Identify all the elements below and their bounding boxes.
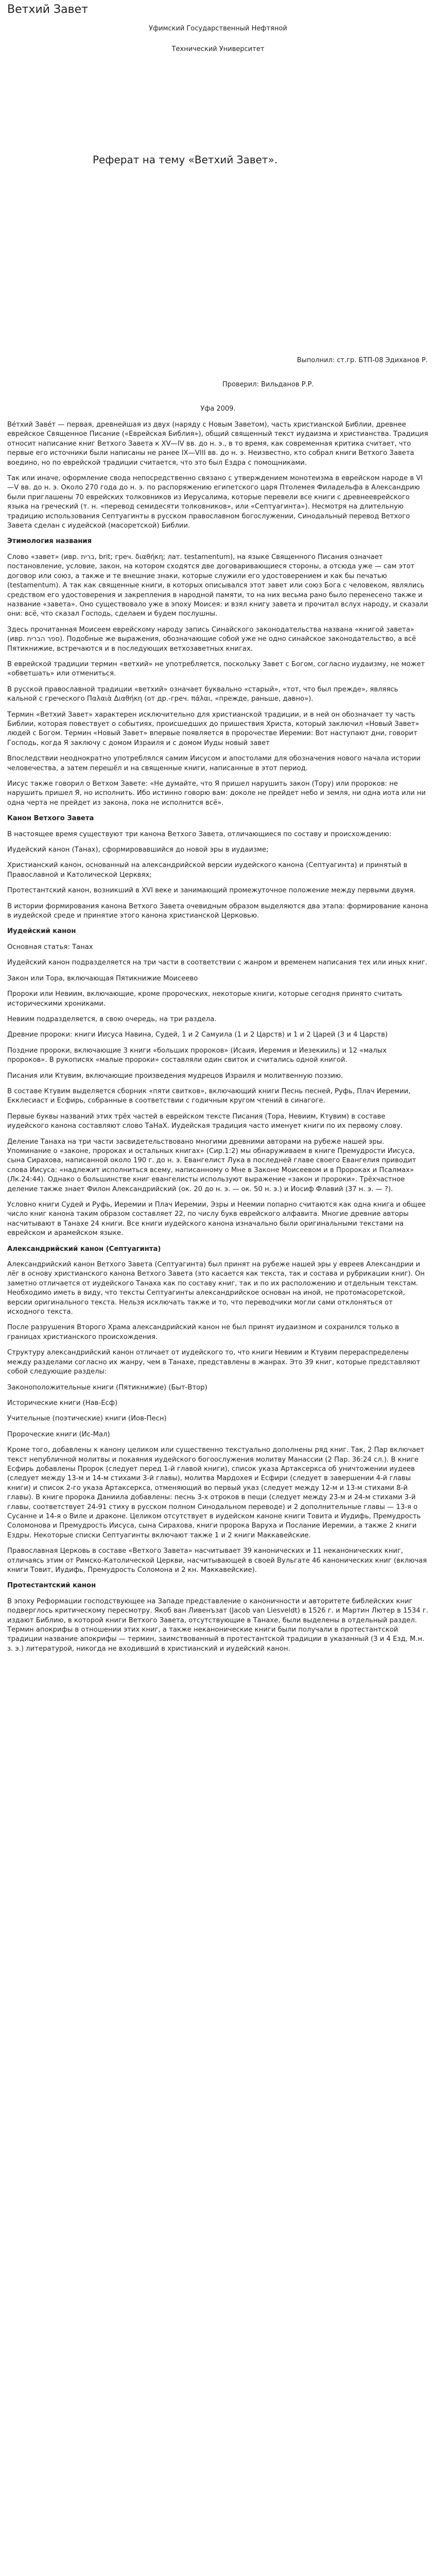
paragraph: Термин «Ветхий Завет» характерен исключительно для христианской традиции, и в ней он обозначает ту часть Библии, которая повествует о событиях, происшедших до пришествия Христа, который заключил «Новый Завет» людей с Богом. Термин «Новый Завет» впервые появляется в пророчестве Иеремии: Вот наступают дни, говорит Господь, когда Я заключу с домом Израиля и с домом Иуды новый завет — [7, 710, 420, 747]
paragraph: Поздние пророки, включающие 3 книги «больших пророков» (Исаия, Иеремия и Иезекииль) и 12 «малых пророков». В рукописях «малые пророки» составляли один свиток и считались одной книгой. — [7, 1046, 387, 1064]
paragraph: Учительные (поэтические) книги (Иов-Песн) — [7, 1415, 167, 1423]
section-heading: Протестантский канон — [7, 1582, 96, 1590]
paragraph: Условно книги Судей и Руфь, Иеремии и Плач Иеремии, Эзры и Неемии попарно считаются как одна книга и общее число книг канона таким образом составляет 22, по числу букв еврейского алфавита. Многие древние авторы насчитывают в Танахе 24 книги. Все книги иудейского канона изначально были оригинальными текстами на еврейском и арамейском языке. — [7, 1201, 426, 1238]
paragraph: Законоположительные книги (Пятикнижие) (Быт-Втор) — [7, 1383, 207, 1392]
paragraph: В русской православной традиции «ветхий» означает буквально «старый», «тот, что был прежде», являясь кальной с греческого Παλαιὰ Διαθήκη (от др.-греч. πάλαι, «прежде, раньше, давно»). — [7, 685, 398, 703]
year-line: Уфа 2009. — [200, 405, 236, 413]
paragraph: В составе Ктувим выделяется сборник «пяти свитков», включающий книги Песнь песней, Руфь, Плач Иеремии, Екклесиаст и Есфирь, собранные в соответствии с годичным кругом чтений в синагоге. — [7, 1087, 411, 1105]
paragraph: В эпоху Реформации господствующее на Западе представление о каноничности и авторитете библейских книг подверглось критическому пересмотру. Якоб ван Ливенъзат (Jacob van Liesveldt) в 1526 г. и Мартин Лютер в 1534 г. издают Библию, в которой книги Ветхого Завета, отсутствующие в Танахе, были выделены в отдельный раздел. Термин апокрифы в отношении этих книг, а также неканонические книги были получали в протестантской традиции название апокрифы — термин, заимствованный в протестантской традиции в указанный (3 и 4 Езд, М.н. з. э.) литературой, никогда не входивший в христианский и иудейский канон. — [7, 1597, 428, 1653]
paragraph: Пророки или Невиим, включающие, кроме пророческих, некоторые книги, которые сегодня принято считать историческими хрониками. — [7, 990, 402, 1008]
paragraph: Слово «завет» (ивр. ‏ברית‏, brit; греч. διαθήκη; лат. testamentum), на языке Священного Писания означает постановление, условие, закон, на котором сходятся две договаривающиеся стороны, а отсюда уже — сам этот договор или союз, а также и те внешние знаки, которые служили его удостоверением и как бы печатью (testamentum). А так как священные книги, в которых описывался этот завет или союз Бога с человеком, являлись средством его удостоверения и закрепления в народной памяти, то на них весьма рано было перенесено также и название «завета». Оно существовало уже в эпоху Моисея: и взял книгу завета и прочитал вслух народу, и сказали они: всё, что сказал Господь, сделаем и будем послушны. — [7, 553, 428, 618]
paragraph: Впоследствии неоднократно употреблялся самим Иисусом и апостолами для обозначения нового начала истории человечества, а затем перешёл и на священные книги, написанные в этот период. — [7, 755, 421, 772]
paragraph: Основная статья: Танах — [7, 943, 93, 951]
paragraph: В настоящее время существуют три канона Ветхого Завета, отличающиеся по составу и происхождению: — [7, 830, 392, 838]
university-line-2: Технический Университет — [171, 45, 265, 53]
paragraph: Христианский канон, основанный на александрийской версии иудейского канона (Септуагинта) и принятый в Православной и Католической Церквях; — [7, 861, 408, 879]
report-title: Реферат на тему «Ветхий Завет». — [93, 154, 278, 166]
paragraph: Здесь прочитанная Моисеем еврейскому народу запись Синайского законодательства названа «книгой завета» (ивр. ‏ספר הברית‏). Подобные же выражения, обозначающие собой уже не одно синайское законодательство, а всё Пятикнижие, встречаются и в последующих ветхозаветных книгах. — [7, 625, 416, 653]
paragraph: Первые буквы названий этих трёх частей в еврейском тексте Писания (Тора, Невиим, Ктувим) в составе иудейского канона составляют слово ТаНаХ. Иудейская традиция часто именует книги по их первому слову. — [7, 1112, 403, 1130]
paragraph: В истории формирования канона Ветхого Завета очевидным образом выделяются два этапа: формирование канона в иудейской среде и принятие этого канона христианской Церковью. — [7, 902, 428, 920]
document-title: Ветхий Завет — [7, 3, 88, 16]
paragraph: Протестантский канон, возникший в XVI веке и занимающий промежуточное положение между первыми двумя. — [7, 887, 416, 895]
section-heading: Александрийский канон (Септуагинта) — [7, 1245, 161, 1253]
article-body — [7, 420, 428, 1660]
paragraph: Писания или Ктувим, включающие произведения мудрецов Израиля и молитвенную поэзию. — [7, 1072, 343, 1080]
paragraph: Так или иначе, оформление свода непосредственно связано с утверждением монотеизма в еврейском народе в VI—V вв. до н. э. Около 270 года до н. э. по распоряжению египетского царя Птолемея Филадельфа в Александрию были приглашены 70 еврейских толковников из Иерусалима, которые перевели все книги с древнееврейского языка на греческий (т. н. «перевод семидесяти толковников», или «Септуагинта»). Несмотря на длительную традицию использования Септуагинты в русском православном богослужении, Синодальный перевод Ветхого Завета сделан с иудейской (масоретской) Библии. — [7, 474, 423, 530]
paragraph: Исторические книги (Нав-Есф) — [7, 1399, 118, 1407]
paragraph: Пророческие книги (Ис-Мал) — [7, 1430, 110, 1438]
paragraph: Деление Танаха на три части засвидетельствовано многими древними авторами на рубеже нашей эры. Упоминание о «законе, пророках и остальных книгах» (Сир.1:2) мы обнаруживаем в книге Премудрости Иисуса, сына Сирахова, написанной около 190 г. до н. э. Евангелист Лука в последней главе своего Евангелия приводит слова Иисуса: «надлежит исполниться всему, написанному о Мне в Законе Моисеевом и в Пророках и Псалмах» (Лк.24:44). Однако о большинстве книг евангелисты используют выражение «закон и пророки». Трёхчастное деление также знает Филон Александрийский (ок. 20 до н. э. — ок. 50 н. э.) и Иосиф Флавий (37 н. э. — ?). — [7, 1138, 416, 1193]
paragraph: В еврейской традиции термин «ветхий» не употребляется, поскольку Завет с Богом, согласно иудаизму, не может «обветшать» или отмениться. — [7, 660, 425, 678]
performer-line: Выполнил: ст.гр. БТП-08 Эдиханов Р. — [297, 357, 428, 364]
paragraph: После разрушения Второго Храма александрийский канон не был принят иудаизмом и сохранился только в границах христианского происхождения. — [7, 1324, 399, 1341]
paragraph: Иудейский канон (Танах), сформировавшийся до новой эры в иудаизме; — [7, 846, 269, 854]
paragraph: Ве́тхий Заве́т — первая, древнейшая из двух (наряду с Новым Заветом), часть христианской Библии, древнее еврейское Священное Писание («Еврейская Библия»), общий священный текст иудаизма и христианства. Традиция относит написание книг Ветхого Завета к XV—IV вв. до н. э., в то время, как современная критика считает, что первые его источники были написаны не ранее IX—VIII вв. до н. э. Неизвестно, кто собрал книги Ветхого Завета воедино, но по еврейской традиции считается, что это был Ездра с помощниками. — [7, 421, 428, 467]
paragraph: Иисус также говорил о Ветхом Завете: «Не думайте, что Я пришел нарушить закон (Тору) или пророков: не нарушить пришел Я, но исполнить. Ибо истинно говорю вам: доколе не прейдет небо и земля, ни одна иота или ни одна черта не прейдет из закона, пока не исполнится всё». — [7, 780, 426, 807]
paragraph: Закон или Тора, включающая Пятикнижие Моисеево — [7, 974, 198, 982]
checker-line: Проверил: Вильданов Р.Р. — [222, 381, 314, 388]
section-heading: Иудейский канон — [7, 927, 76, 936]
paragraph: Древние пророки: книги Иисуса Навина, Судей, 1 и 2 Самуила (1 и 2 Царств) и 1 и 2 Царей (3 и 4 Царств) — [7, 1031, 388, 1039]
paragraph: Православная Церковь в составе «Ветхого Завета» насчитывает 39 канонических и 11 неканонических книг, отличаясь этим от Римско-Католической Церкви, насчитывающей в своей Вульгате 46 канонических книг (включая книги Товит, Иудифь, Премудрость Соломона и 2 кн. Маккавейские). — [7, 1547, 427, 1574]
paragraph: Иудейский канон подразделяется на три части в соответствии с жанром и временем написания тех или иных книг. — [7, 959, 428, 967]
paragraph: Александрийский канон Ветхого Завета (Септуагинта) был принят на рубеже нашей эры у евреев Александрии и лёг в основу христианского канона Ветхого Завета (это касается как текста, так и состава и рубрикации книг). Он заметно отличается от иудейского Танаха как по составу книг, так и по их расположению и отдельным текстам. Необходимо иметь в виду, что тексты Септуагинты александрийское основан на иной, не протомасоретской, версии оригинального текста. Нельзя исключать также и то, что переводчики могли сами отклоняться от исходного текста. — [7, 1261, 425, 1316]
university-line-1: Уфимский Государственный Нефтяной — [149, 25, 287, 32]
section-heading: Канон Ветхого Завета — [7, 815, 94, 823]
paragraph: Кроме того, добавлены к канону целиком или существенно текстуально дополнены ряд книг. Так, 2 Пар включает текст непубличной молитвы и покаяния иудейского богоослужения молитву Манассии (2 Пар. 36:24 сл.). В книге Есфирь добавлены Пророк (следует перед 1-й главой книги), список указа Артаксеркса об уничтожении иудеев (следует между 13-м и 14-м стихами 3-й главы), молитва Мардохея и Есфири (следует в завершении 4-й главы книги) и список 2-го указа Артаксеркса, отменяющий во первый указ (следует между 12-м и 13-м стихами 8-й главы). В книге пророка Даниила добавлены: песнь 3-х отроков в пещи (следует между 23-м и 24-м стихами 3-й главы, соответствует 24-91 стиху в русском полном Синодальном переводе) и 2 дополнительные главы — 13-я о Сусанне и 14-я о Виле и драконе. Целиком отсутствует в иудейском каноне книги Товита и Иудифь, Премудрость Соломонова и Премудрость Иисуса, сына Сирахова, книги пророка Варуха и Послание Иеремии, а также 2 книги Ездры. Некоторые списки Септуагинты включают также 1 и 2 книги Маккавейские. — [7, 1446, 425, 1539]
paragraph: Структуру александрийский канон отличает от иудейского то, что книги Невиим и Ктувим перераспределены между разделами согласно их жанру, чем в Танахе, представлены в жанрах. Это 39 книг, которые представляют собой следующие разделы: — [7, 1349, 421, 1376]
paragraph: Невиим подразделяется, в свою очередь, на три раздела. — [7, 1015, 217, 1023]
section-heading: Этимология названия — [7, 537, 92, 546]
